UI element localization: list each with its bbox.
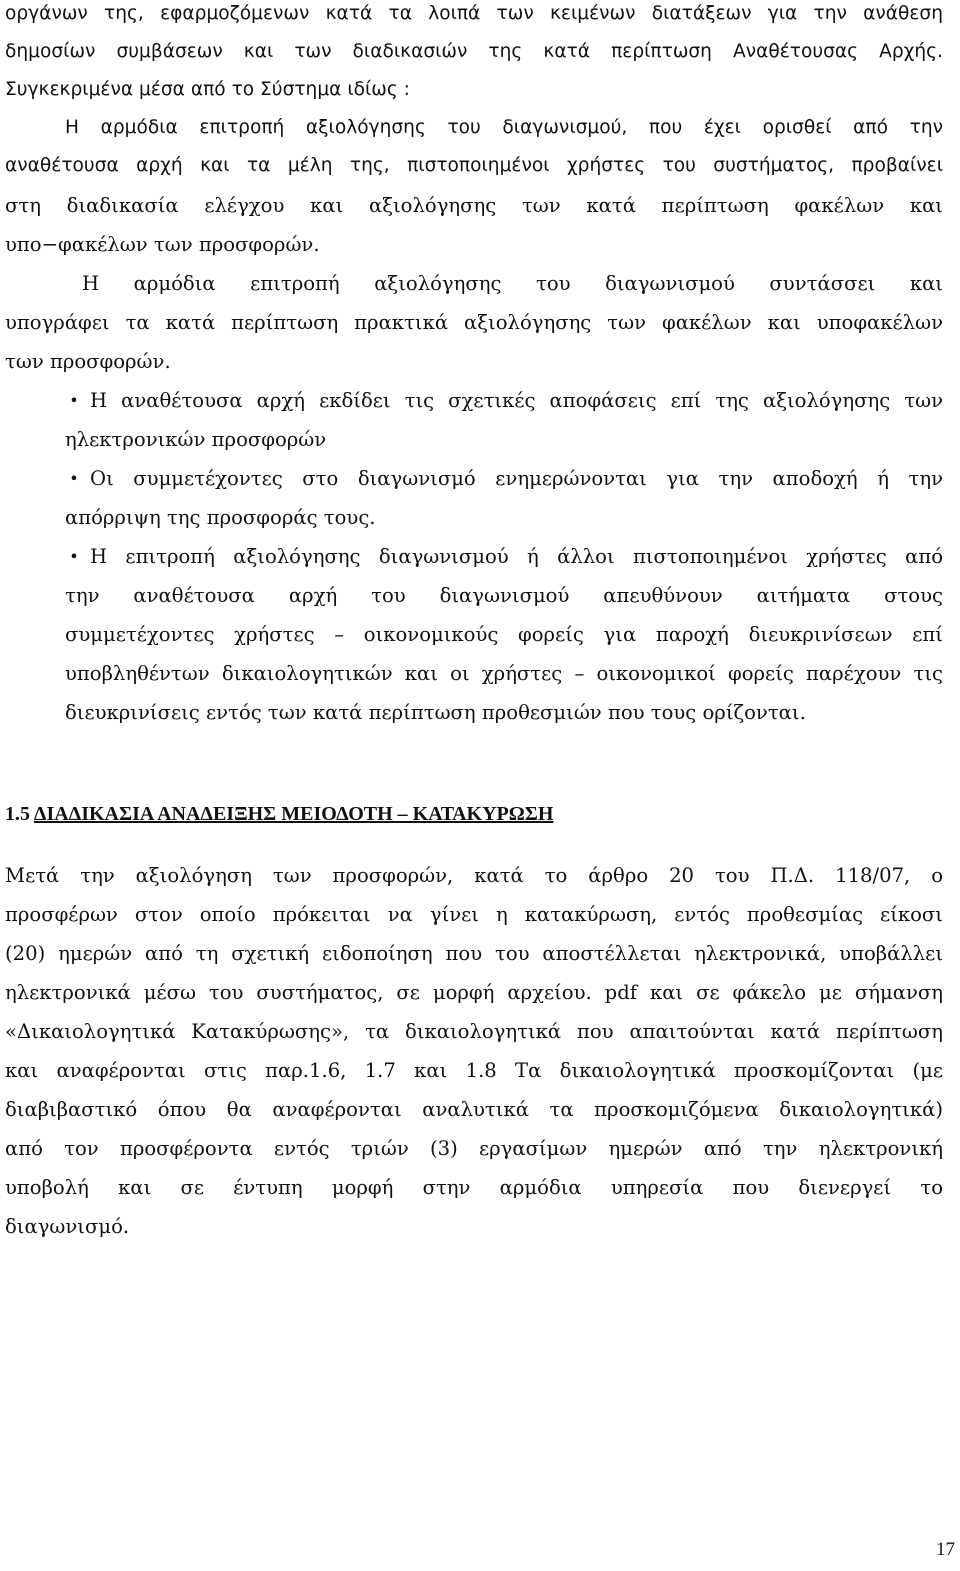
text-line: υπο−φακέλων των προσφορών. <box>5 233 320 256</box>
list-item-text: Η αναθέτουσα αρχή εκδίδει τις σχετικές αποφάσεις επί της αξιολόγησης των <box>90 389 943 412</box>
section-number: 1.5 <box>5 803 30 825</box>
text-line: υποβολή και σε έντυπη μορφή στην αρμόδια υπηρεσία που διενεργεί το <box>5 1176 943 1199</box>
text-line: διαβιβαστικό όπου θα αναφέρονται αναλυτικά τα προσκομιζόμενα δικαιολογητικά) <box>5 1098 943 1121</box>
text-line: (20) ημερών από τη σχετική ειδοποίηση που του αποστέλλεται ηλεκτρονικά, υποβάλλει <box>5 942 943 965</box>
text-line: διαγωνισμό. <box>5 1215 130 1238</box>
text-line: από τον προσφέροντα εντός τριών (3) εργασίμων ημερών από την ηλεκτρονική <box>5 1137 943 1160</box>
text-line: αναθέτουσα αρχή και τα μέλη της, πιστοποιημένοι χρήστες του συστήματος, προβαίνει <box>5 155 943 176</box>
text-line: και αναφέρονται στις παρ.1.6, 1.7 και 1.8 Τα δικαιολογητικά προσκομίζονται (με <box>5 1059 943 1082</box>
bullet-marker: • <box>69 391 79 410</box>
list-item-text: συμμετέχοντες χρήστες – οικονομικούς φορείς για παροχή διευκρινίσεων επί <box>65 623 943 646</box>
text-line: ηλεκτρονικά μέσω του συστήματος, σε μορφή αρχείου. pdf και σε φάκελο με σήμανση <box>5 981 943 1004</box>
list-item-text: Οι συμμετέχοντες στο διαγωνισμό ενημερώνονται για την αποδοχή ή την <box>90 467 943 490</box>
text-line: Η αρμόδια επιτροπή αξιολόγησης του διαγωνισμού, που έχει ορισθεί από την <box>65 117 943 138</box>
bullet-marker: • <box>69 469 79 488</box>
list-item-text: την αναθέτουσα αρχή του διαγωνισμού απευθύνουν αιτήματα στους <box>65 584 943 607</box>
list-item-text: ηλεκτρονικών προσφορών <box>65 428 327 451</box>
page-number: 17 <box>936 1539 955 1560</box>
text-line: των προσφορών. <box>5 350 171 373</box>
section-heading <box>5 797 553 831</box>
text-line: δημοσίων συμβάσεων και των διαδικασιών της κατά περίπτωση Αναθέτουσας Αρχής. <box>5 41 943 62</box>
text-line: «Δικαιολογητικά Κατακύρωσης», τα δικαιολογητικά που απαιτούνται κατά περίπτωση <box>5 1020 943 1043</box>
list-item-text: διευκρινίσεις εντός των κατά περίπτωση προθεσμιών που τους ορίζονται. <box>65 701 806 724</box>
list-item-text: απόρριψη της προσφοράς τους. <box>65 506 376 529</box>
text-line: υπογράφει τα κατά περίπτωση πρακτικά αξιολόγησης των φακέλων και υποφακέλων <box>5 311 943 334</box>
list-item-text: Η επιτροπή αξιολόγησης διαγωνισμού ή άλλοι πιστοποιημένοι χρήστες από <box>90 545 943 568</box>
list-item-text: υποβληθέντων δικαιολογητικών και οι χρήστες – οικονομικοί φορείς παρέχουν τις <box>65 662 943 685</box>
text-line: στη διαδικασία ελέγχου και αξιολόγησης των κατά περίπτωση φακέλων και <box>5 194 943 217</box>
bullet-marker: • <box>69 547 79 566</box>
text-line: Μετά την αξιολόγηση των προσφορών, κατά το άρθρο 20 του Π.Δ. 118/07, ο <box>5 864 943 887</box>
text-line: Συγκεκριμένα μέσα από το Σύστημα ιδίως : <box>5 79 410 100</box>
section-title: ΔΙΑΔΙΚΑΣΙΑ ΑΝΑΔΕΙΞΗΣ ΜΕΙΟΔΟΤΗ – ΚΑΤΑΚΥΡΩΣΗ <box>33 803 554 825</box>
text-line: προσφέρων στον οποίο πρόκειται να γίνει η κατακύρωση, εντός προθεσμίας είκοσι <box>5 903 943 926</box>
text-line: οργάνων της, εφαρμοζόμενων κατά τα λοιπά των κειμένων διατάξεων για την ανάθεση <box>5 3 943 24</box>
text-line: Η αρμόδια επιτροπή αξιολόγησης του διαγωνισμού συντάσσει και <box>82 272 943 295</box>
